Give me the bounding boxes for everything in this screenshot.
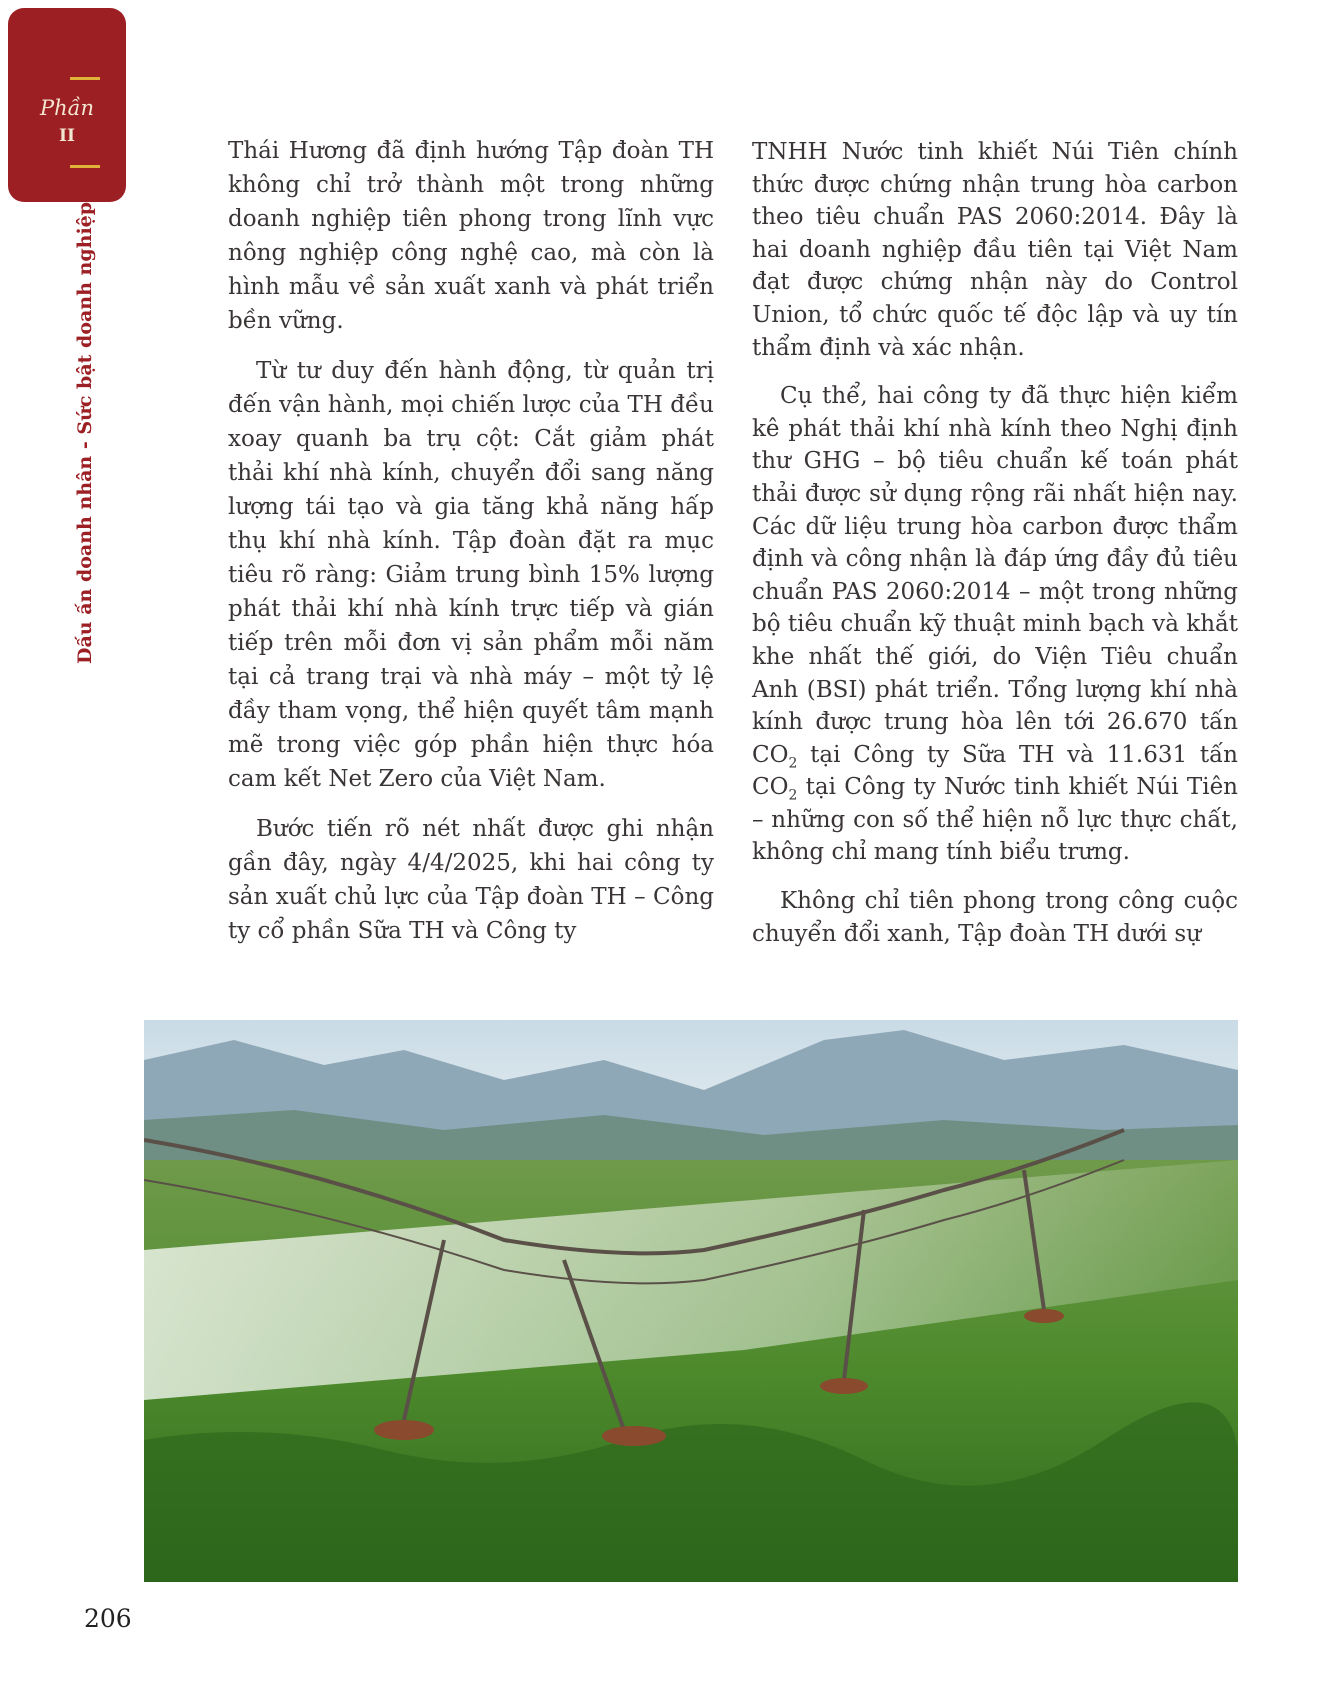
co2-subscript: 2 <box>788 755 798 772</box>
paragraph-5-part-c: tại Công ty Nước tinh khiết Núi Tiên – những con số thể hiện nỗ lực thực chất, không chỉ mang tính biểu trưng. <box>752 774 1238 866</box>
paragraph-6: Không chỉ tiên phong trong công cuộc chuyển đổi xanh, Tập đoàn TH dưới sự <box>752 888 1238 947</box>
paragraph-4: TNHH Nước tinh khiết Núi Tiên chính thức được chứng nhận trung hòa carbon theo tiêu chuẩn PAS 2060:2014. Đây là hai doanh nghiệp đầu tiên tại Việt Nam đạt được chứng nhận này do Control Union, tổ chức quốc tế độc lập và uy tín thẩm định và xác nhận. <box>752 139 1238 361</box>
part-number: II <box>59 126 75 146</box>
co2-subscript: 2 <box>788 787 798 804</box>
section-title-vertical: Dấu ấn doanh nhân - Sức bật doanh nghiệp <box>74 201 96 664</box>
irrigation-field-photo <box>144 1020 1238 1582</box>
left-text-column <box>228 134 714 964</box>
part-tab <box>8 8 126 202</box>
part-tab-rule-bottom <box>70 165 100 168</box>
paragraph-1: Thái Hương đã định hướng Tập đoàn TH không chỉ trở thành một trong những doanh nghiệp tiên phong trong lĩnh vực nông nghiệp công nghệ cao, mà còn là hình mẫu về sản xuất xanh và phát triển bền vững. <box>228 138 714 334</box>
paragraph-5 <box>752 380 1238 869</box>
part-tab-rule-top <box>70 77 100 80</box>
page-number: 206 <box>84 1604 132 1633</box>
paragraph-5-part-a: Cụ thể, hai công ty đã thực hiện kiểm kê phát thải khí nhà kính theo Nghị định thư GHG – bộ tiêu chuẩn kế toán phát thải được sử dụng rộng rãi nhất hiện nay. Các dữ liệu trung hòa carbon được thẩm định và công nhận là đáp ứng đầy đủ tiêu chuẩn PAS 2060:2014 – một trong những bộ tiêu chuẩn kỹ thuật minh bạch và khắt khe nhất thế giới, do Viện Tiêu chuẩn Anh (BSI) phát triển. Tổng lượng khí nhà kính được trung hòa lên tới 26.670 tấn CO <box>752 383 1238 768</box>
paragraph-3: Bước tiến rõ nét nhất được ghi nhận gần đây, ngày 4/4/2025, khi hai công ty sản xuất chủ lực của Tập đoàn TH – Công ty cổ phần Sữa TH và Công ty <box>228 816 714 944</box>
paragraph-2: Từ tư duy đến hành động, từ quản trị đến vận hành, mọi chiến lược của TH đều xoay quanh ba trụ cột: Cắt giảm phát thải khí nhà kính, chuyển đổi sang năng lượng tái tạo và gia tăng khả năng hấp thụ khí nhà kính. Tập đoàn đặt ra mục tiêu rõ ràng: Giảm trung bình 15% lượng phát thải khí nhà kính trực tiếp và gián tiếp trên mỗi đơn vị sản phẩm mỗi năm tại cả trang trại và nhà máy – một tỷ lệ đầy tham vọng, thể hiện quyết tâm mạnh mẽ trong việc góp phần hiện thực hóa cam kết Net Zero của Việt Nam. <box>228 358 714 792</box>
part-label: Phần <box>39 96 95 120</box>
right-text-column <box>752 136 1238 966</box>
paragraph-5-part-b: tại Công ty Sữa TH và 11.631 tấn CO <box>752 741 1238 801</box>
